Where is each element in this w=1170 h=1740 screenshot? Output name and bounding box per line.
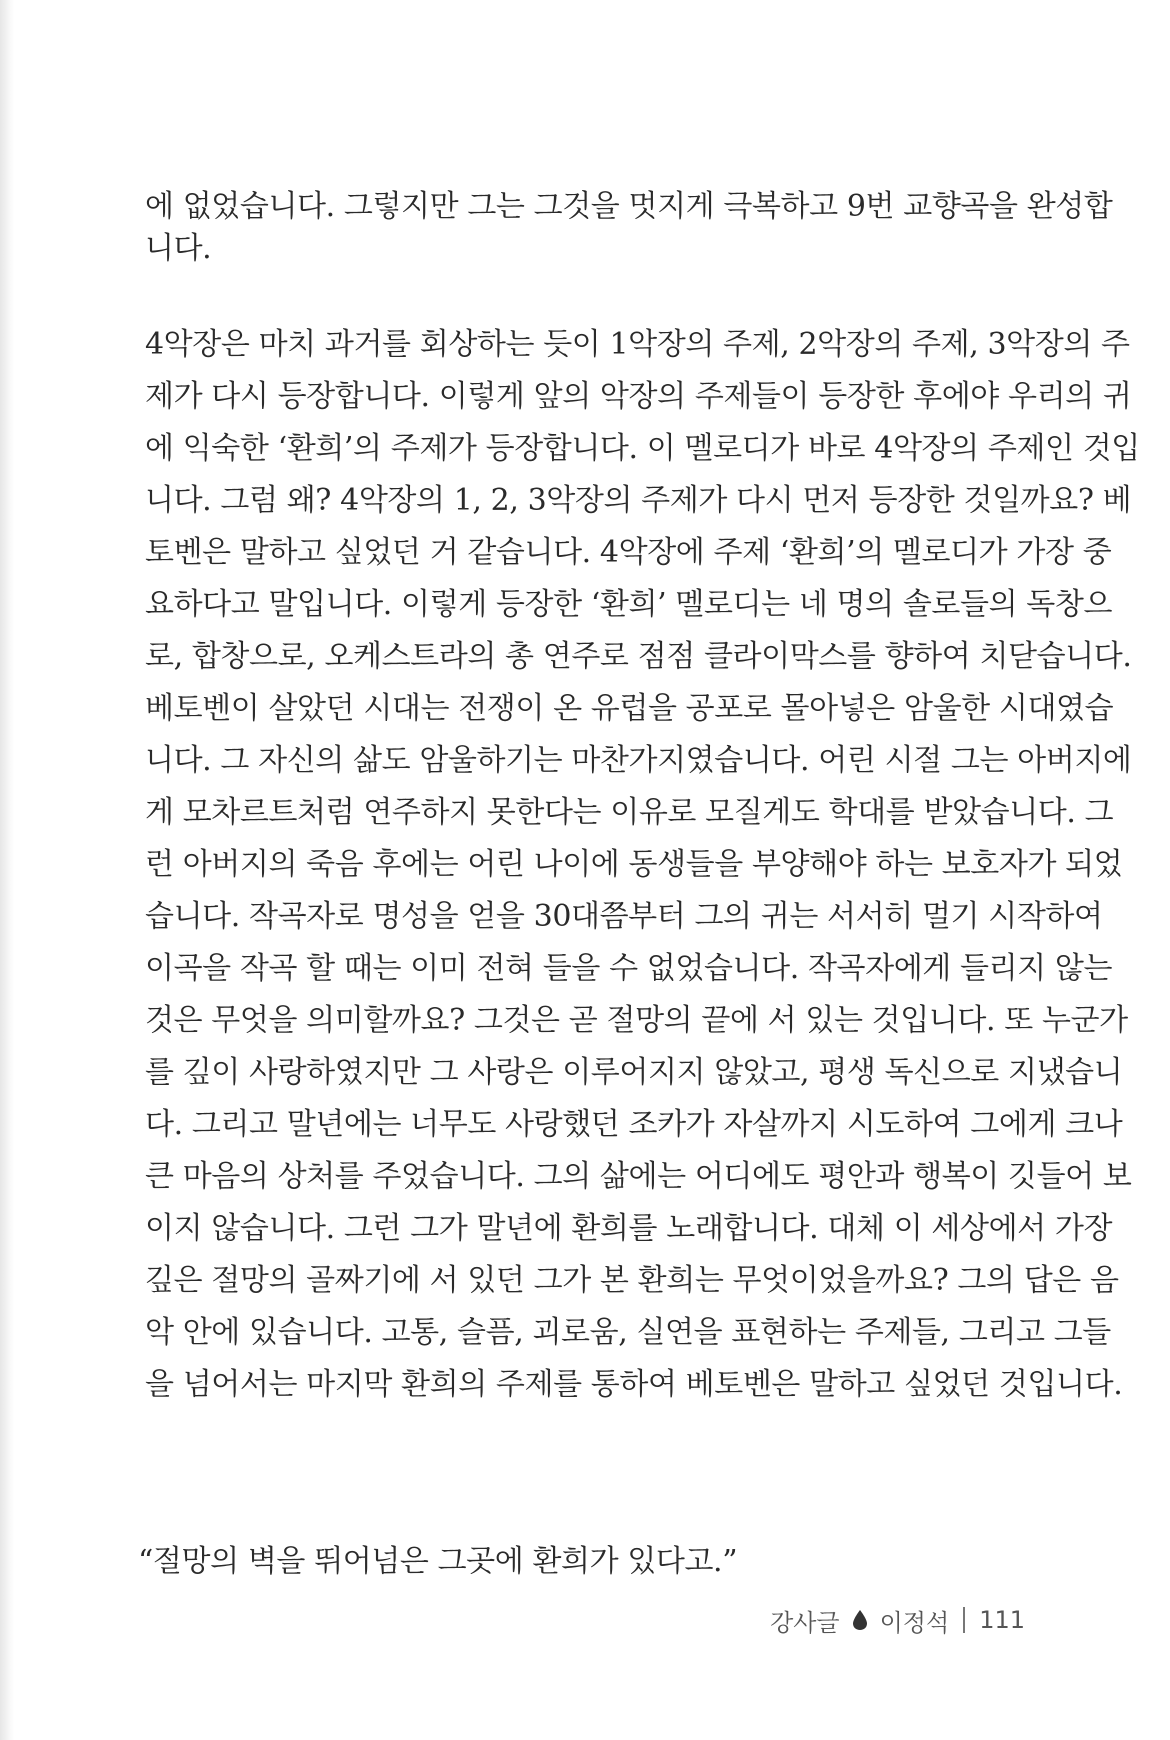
- footer-author: 이정석: [879, 1608, 950, 1637]
- text-line: 로, 합창으로, 오케스트라의 총 연주로 점점 클라이막스를 향하여 치닫습니다.: [145, 639, 1132, 674]
- text-line: 베토벤이 살았던 시대는 전쟁이 온 유럽을 공포로 몰아넣은 암울한 시대였습: [145, 691, 1114, 726]
- text-line: 요하다고 말입니다. 이렇게 등장한 ‘환희’ 멜로디는 네 명의 솔로들의 독창으: [145, 587, 1113, 622]
- text-line: 이지 않습니다. 그런 그가 말년에 환희를 노래합니다. 대체 이 세상에서 가장: [145, 1211, 1113, 1246]
- text-line: 니다. 그럼 왜? 4악장의 1, 2, 3악장의 주제가 다시 먼저 등장한 것일까요? 베: [145, 483, 1132, 518]
- text-line: 4악장은 마치 과거를 회상하는 듯이 1악장의 주제, 2악장의 주제, 3악장의 주: [145, 327, 1130, 362]
- text-line: 토벤은 말하고 싶었던 거 같습니다. 4악장에 주제 ‘환희’의 멜로디가 가장 중: [145, 535, 1112, 570]
- page-number: 111: [979, 1606, 1025, 1634]
- text-line: 다. 그리고 말년에는 너무도 사랑했던 조카가 자살까지 시도하여 그에게 크나: [145, 1107, 1123, 1142]
- text-line: 제가 다시 등장합니다. 이렇게 앞의 악장의 주제들이 등장한 후에야 우리의 귀: [145, 379, 1132, 414]
- page-footer: [770, 1600, 1025, 1640]
- footer-section-title: 강사글: [770, 1608, 840, 1637]
- text-line: 것은 무엇을 의미할까요? 그것은 곧 절망의 끝에 서 있는 것입니다. 또 누군가: [145, 1003, 1128, 1038]
- text-line: 을 넘어서는 마지막 환희의 주제를 통하여 베토벤은 말하고 싶었던 것입니다.: [145, 1367, 1123, 1402]
- text-line: 니다. 그 자신의 삶도 암울하기는 마찬가지였습니다. 어린 시절 그는 아버지에: [145, 743, 1132, 778]
- text-line: 게 모차르트처럼 연주하지 못한다는 이유로 모질게도 학대를 받았습니다. 그: [145, 795, 1114, 830]
- text-line: 깊은 절망의 골짜기에 서 있던 그가 본 환희는 무엇이었을까요? 그의 답은 음: [145, 1263, 1119, 1298]
- text-line: 큰 마음의 상처를 주었습니다. 그의 삶에는 어디에도 평안과 행복이 깃들어 보: [145, 1159, 1132, 1194]
- text-line: 악 안에 있습니다. 고통, 슬픔, 괴로움, 실연을 표현하는 주제들, 그리고 그들: [145, 1315, 1111, 1350]
- text-line: 에 익숙한 ‘환희’의 주제가 등장합니다. 이 멜로디가 바로 4악장의 주제인 것입: [145, 431, 1140, 466]
- text-line: 이곡을 작곡 할 때는 이미 전혀 들을 수 없었습니다. 작곡자에게 들리지 않는: [145, 951, 1113, 986]
- page-edge: [0, 0, 14, 1740]
- footer-divider: [963, 1607, 965, 1633]
- text-line: 를 깊이 사랑하였지만 그 사랑은 이루어지지 않았고, 평생 독신으로 지냈습니: [145, 1055, 1123, 1090]
- text-line: 습니다. 작곡자로 명성을 얻을 30대쯤부터 그의 귀는 서서히 멀기 시작하여: [145, 899, 1103, 934]
- text-line: 에 없었습니다. 그렇지만 그는 그것을 멋지게 극복하고 9번 교향곡을 완성합: [145, 189, 1113, 224]
- text-line: 니다.: [145, 231, 212, 266]
- text-line: 런 아버지의 죽음 후에는 어린 나이에 동생들을 부양해야 하는 보호자가 되었: [145, 847, 1123, 882]
- drop-icon: [852, 1609, 868, 1631]
- closing-quote: “절망의 벽을 뛰어넘은 그곳에 환희가 있다고.”: [138, 1544, 738, 1579]
